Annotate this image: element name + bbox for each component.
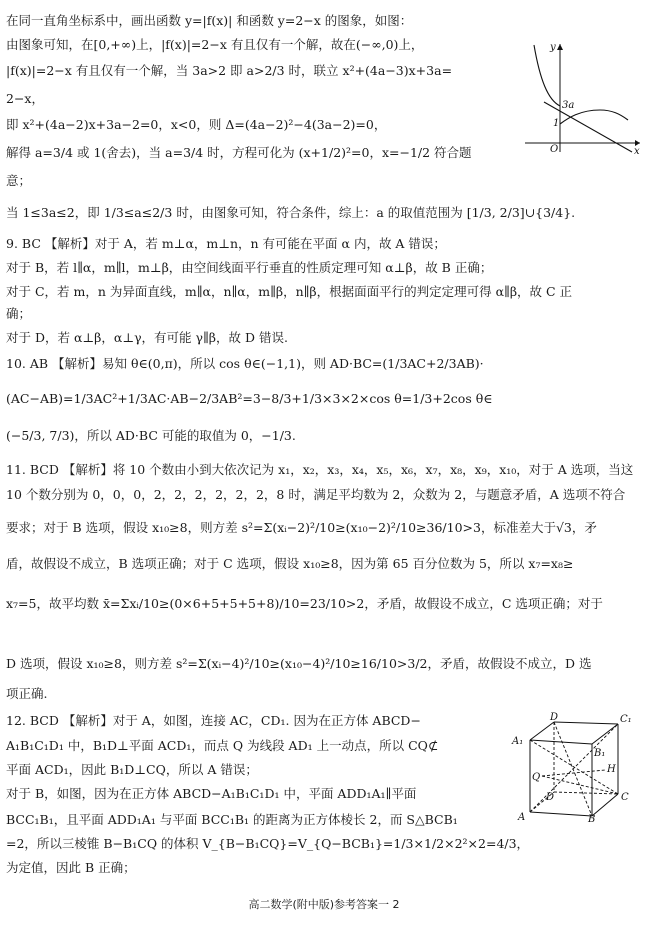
- label-C1: C₁: [620, 714, 632, 725]
- text-line: (AC−AB)=1/3AC²+1/3AC·AB−2/3AB²=3−8/3+1/3×3×2×cos θ=1/3+2cos θ∈: [6, 391, 493, 406]
- label-A: A: [518, 812, 526, 822]
- label-B1: B₁: [594, 748, 606, 759]
- label-D1: D: [550, 712, 559, 723]
- text-line: 盾，故假设不成立，B 选项正确；对于 C 选项，假设 x₁₀≥8，因为第 65 百分位数为 5，所以 x₇=x₈≥: [6, 556, 574, 571]
- text-line: |f(x)|=2−x 有且仅有一个解，当 3a>2 即 a>2/3 时，联立 x²+(4a−3)x+3a=: [6, 63, 453, 78]
- text-line: 11. BCD 【解析】将 10 个数由小到大依次记为 x₁，x₂，x₃，x₄，x₅，x₆，x₇，x₈，x₉，x₁₀，对于 A 选项，当这: [6, 462, 634, 477]
- text-line: D 选项，假设 x₁₀≥8，则方差 s²=Σ(xᵢ−4)²/10≥(x₁₀−4)²/10≥16/10>3/2，矛盾，故假设不成立，D 选: [6, 656, 592, 671]
- label-C: C: [621, 792, 629, 803]
- text-line: BCC₁B₁，且平面 ADD₁A₁ 与平面 BCC₁B₁ 的距离为正方体棱长 2，而 S△BCB₁: [6, 812, 458, 827]
- text-line: 由图象可知，在[0,+∞)上，|f(x)|=2−x 有且仅有一个解，故在(−∞,0)上，: [6, 37, 424, 52]
- text-line: 2−x，: [6, 91, 44, 106]
- text-line: 当 1≤3a≤2，即 1/3≤a≤2/3 时，由图象可知，符合条件，综上：a 的取值范围为 [1/3, 2/3]∪{3/4}.: [6, 205, 576, 220]
- text-line: 为定值，因此 B 正确；: [6, 860, 136, 875]
- text-line: (−5/3, 7/3)，所以 AD·BC 可能的取值为 0，−1/3.: [6, 428, 296, 443]
- y-axis-arrow: [557, 44, 563, 50]
- text-line: 平面 ACD₁，因此 B₁D⊥CQ，所以 A 错误；: [6, 762, 258, 777]
- label-Q: Q: [532, 772, 541, 783]
- label-y: y: [550, 42, 556, 53]
- label-1: 1: [553, 118, 560, 129]
- text-line: x₇=5，故平均数 x̄=Σxᵢ/10≥(0×6+5+5+5+8)/10=23/10>2，矛盾，故假设不成立，C 选项正确；对于: [6, 596, 603, 611]
- text-line: 9. BC 【解析】对于 A，若 m⊥α，m⊥n，n 有可能在平面 α 内，故 A 错误；: [6, 236, 446, 251]
- label-3a: 3a: [562, 100, 575, 111]
- text-line: 解得 a=3/4 或 1(舍去)，当 a=3/4 时，方程可化为 (x+1/2)²=0，x=−1/2 符合题: [6, 145, 472, 160]
- text-line: 对于 D，若 α⊥β，α⊥γ，有可能 γ∥β，故 D 错误.: [6, 330, 288, 345]
- text-line: 项正确.: [6, 686, 48, 701]
- label-A1: A₁: [512, 736, 524, 747]
- text-line: =2，所以三棱锥 B−B₁CQ 的体积 V_{B−B₁CQ}=V_{Q−BCB₁}=1/3×1/2×2²×2=4/3，: [6, 836, 530, 851]
- text-line: A₁B₁C₁D₁ 中，B₁D⊥平面 ACD₁，而点 Q 为线段 AD₁ 上一动点，所以 CQ⊄: [6, 738, 439, 753]
- text-line: 确；: [6, 306, 32, 321]
- text-line: 对于 C，若 m，n 为异面直线，m∥α，n∥α，m∥β，n∥β，根据面面平行的判定定理可得 α∥β，故 C 正: [6, 284, 573, 299]
- text-line: 12. BCD 【解析】对于 A，如图，连接 AC，CD₁. 因为在正方体 ABCD−: [6, 713, 421, 728]
- text-line: 即 x²+(4a−2)x+3a−2=0，x<0，则 Δ=(4a−2)²−4(3a−2)=0，: [6, 117, 387, 132]
- text-line: 对于 B，如图，因为在正方体 ABCD−A₁B₁C₁D₁ 中，平面 ADD₁A₁∥平面: [6, 786, 417, 801]
- text-line: 10. AB 【解析】易知 θ∈(0,π)，所以 cos θ∈(−1,1)，则 AD·BC=(1/3AC+2/3AB)·: [6, 356, 484, 371]
- curve-left: [534, 45, 560, 106]
- function-graph: [520, 40, 645, 160]
- text-line: 要求；对于 B 选项，假设 x₁₀≥8，则方差 s²=Σ(xᵢ−2)²/10≥(x₁₀−2)²/10≥36/10>3，标准差大于√3，矛: [6, 520, 597, 535]
- text-line: 意；: [6, 173, 32, 188]
- label-origin: O: [550, 144, 559, 155]
- label-D: D: [546, 792, 555, 803]
- text-line: 在同一直角坐标系中，画出函数 y=|f(x)| 和函数 y=2−x 的图象，如图：: [6, 13, 413, 28]
- label-B: B: [588, 814, 596, 822]
- label-H: H: [607, 764, 616, 775]
- text-line: 10 个数分别为 0，0，0，2，2，2，2，2，2，8 时，满足平均数为 2，众数为 2，与题意矛盾，A 选项不符合: [6, 487, 626, 502]
- page-footer: 高二数学(附中版)参考答案一 2: [248, 898, 400, 911]
- label-x: x: [634, 146, 640, 157]
- text-line: 对于 B，若 l∥α，m∥l，m⊥β，由空间线面平行垂直的性质定理可知 α⊥β，故 B 正确；: [6, 260, 493, 275]
- cube-figure: [510, 712, 640, 822]
